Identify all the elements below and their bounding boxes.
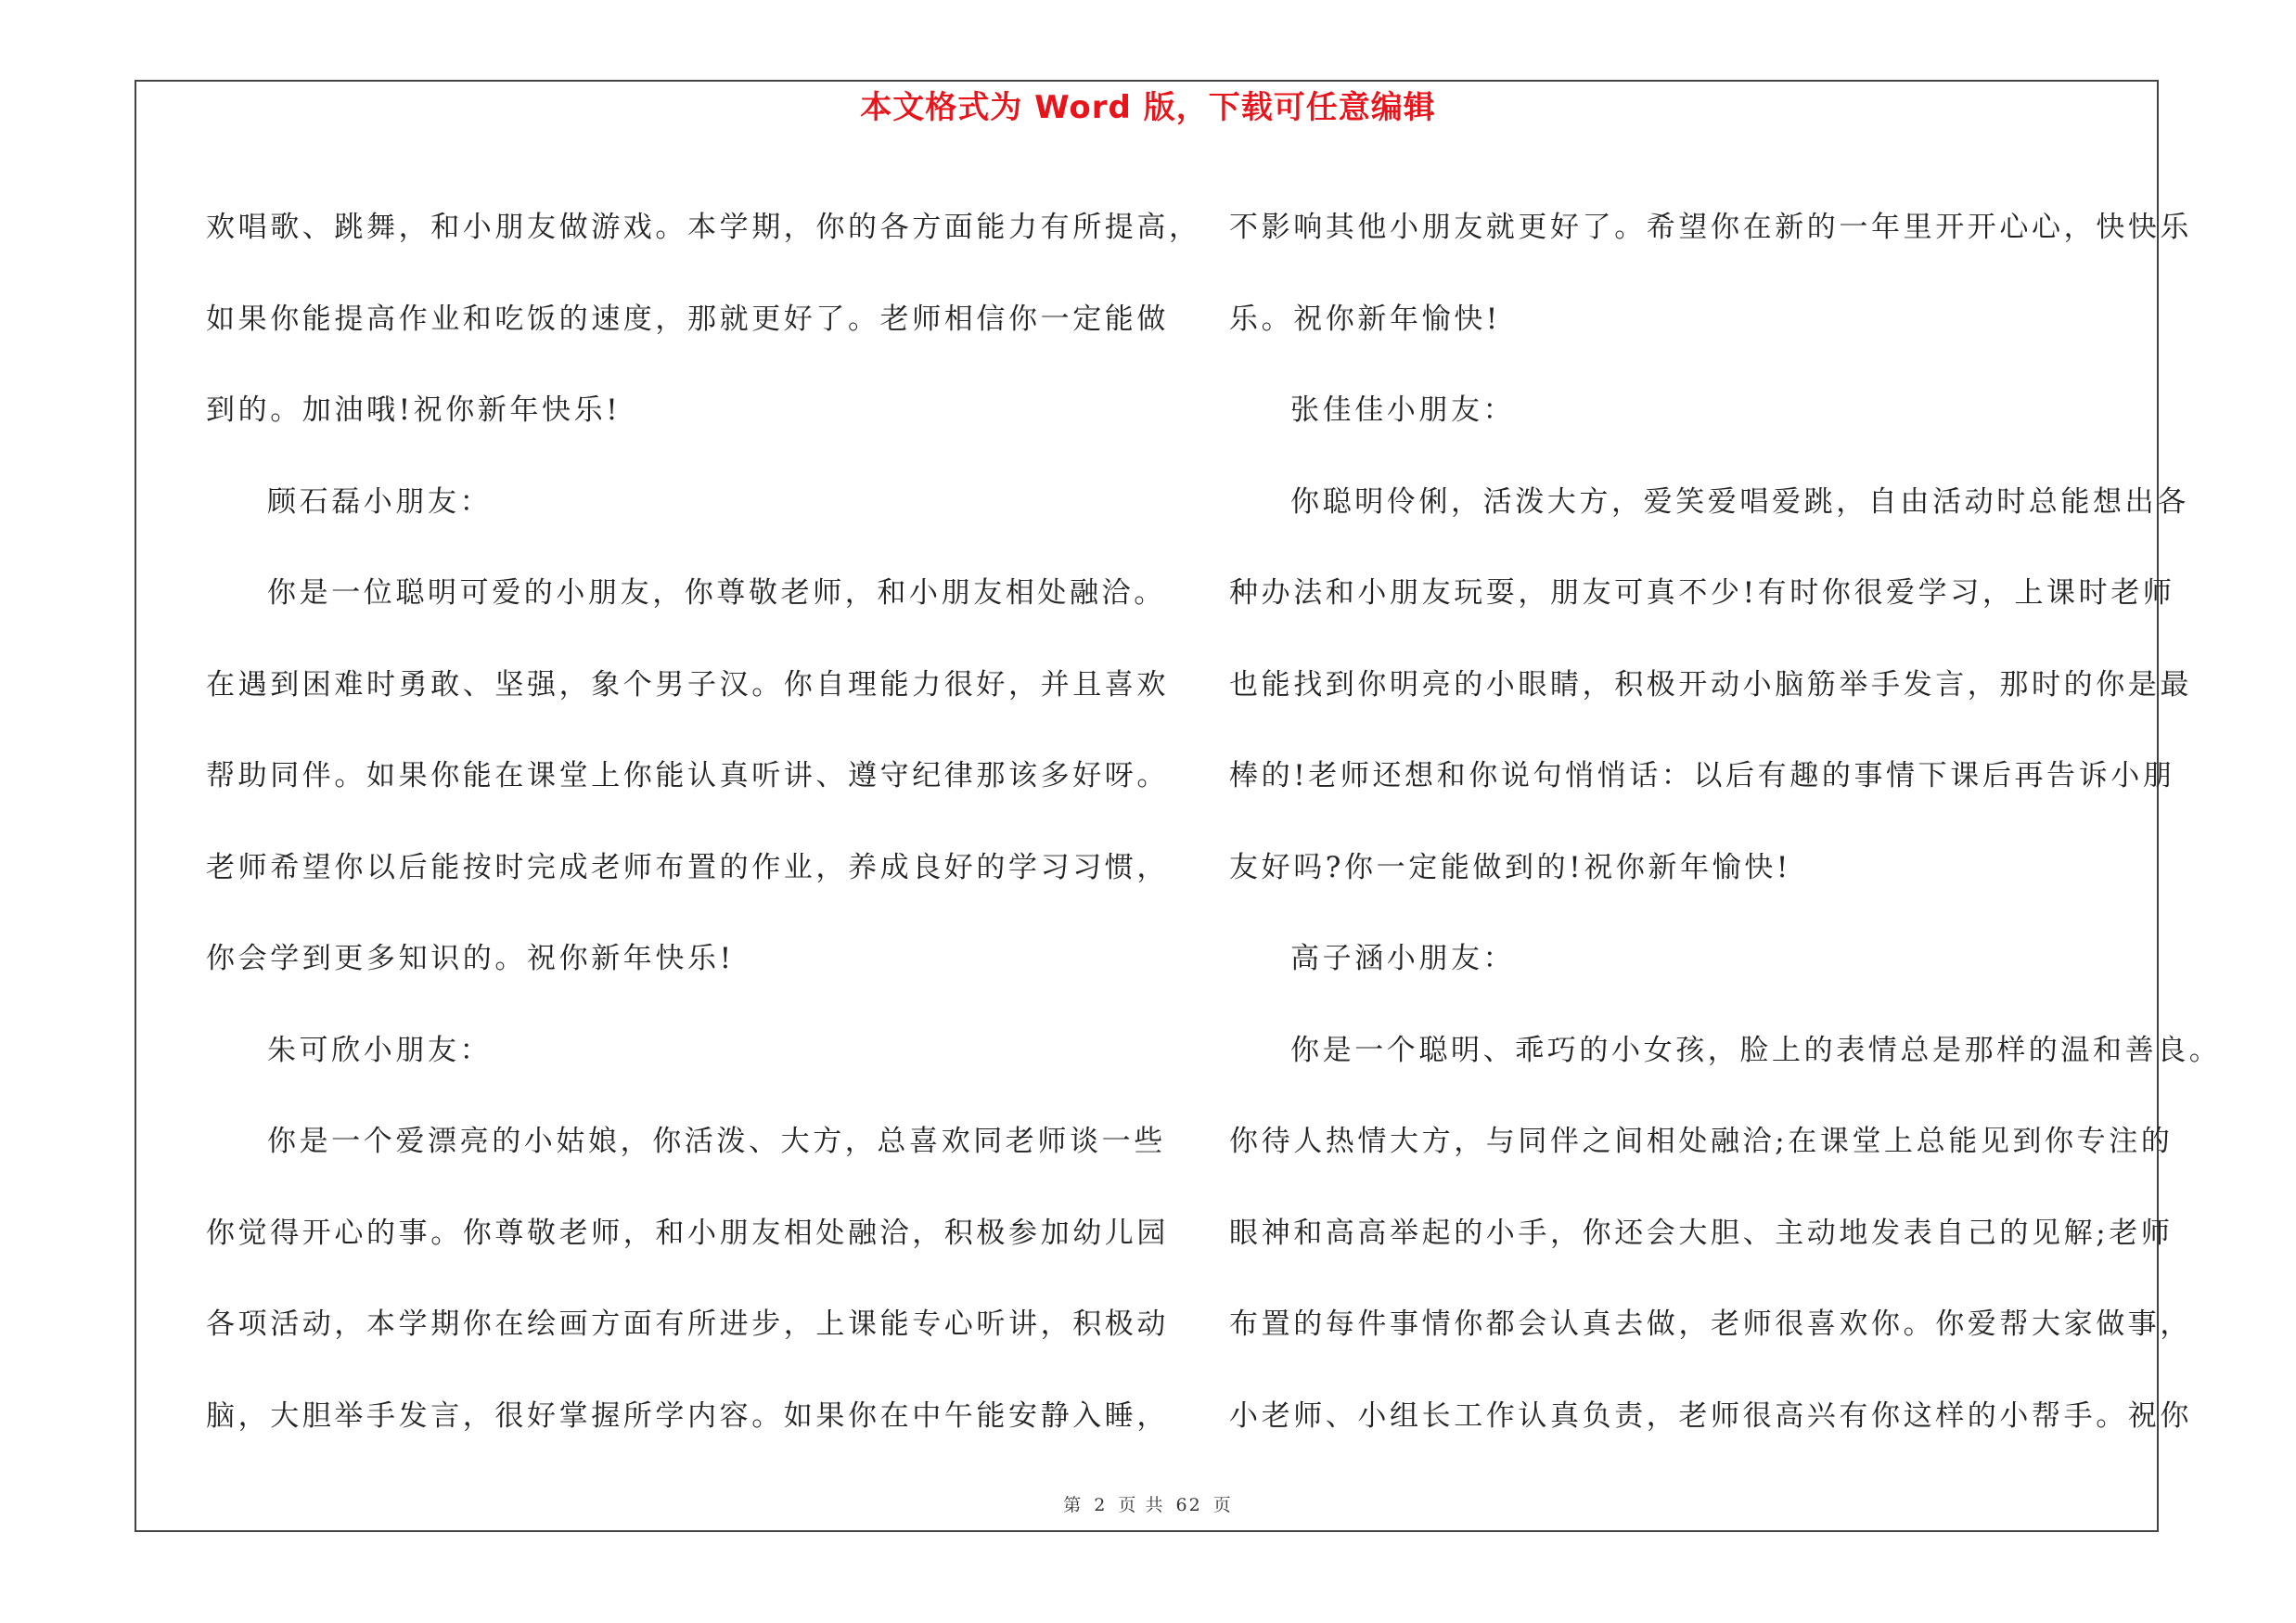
text-line: 棒的!老师还想和你说句悄悄话：以后有趣的事情下课后再告诉小朋: [1229, 759, 2175, 792]
text-line: 你是一个聪明、乖巧的小女孩，脸上的表情总是那样的温和善良。: [1290, 1033, 2222, 1067]
text-line: 不影响其他小朋友就更好了。希望你在新的一年里开开心心，快快乐: [1229, 211, 2192, 244]
text-line: 你聪明伶俐，活泼大方，爱笑爱唱爱跳，自由活动时总能想出各: [1290, 484, 2189, 519]
footer-prefix: 第: [1063, 1495, 1084, 1515]
text-line: 小老师、小组长工作认真负责，老师很高兴有你这样的小帮手。祝你: [1229, 1398, 2192, 1433]
child-name-heading: 顾石磊小朋友：: [267, 484, 493, 519]
text-line: 你是一个爱漂亮的小姑娘，你活泼、大方，总喜欢同老师谈一些: [267, 1125, 1166, 1158]
text-line: 脑，大胆举手发言，很好掌握所学内容。如果你在中午能安静入睡，: [206, 1398, 1169, 1433]
footer-middle: 页 共: [1118, 1495, 1165, 1515]
left-text-column: [206, 182, 1201, 1462]
footer-suffix: 页: [1212, 1495, 1233, 1515]
text-line: 你会学到更多知识的。祝你新年快乐!: [206, 942, 735, 975]
text-line: 老师希望你以后能按时完成老师布置的作业，养成良好的学习习惯，: [206, 850, 1169, 884]
text-line: 你待人热情大方，与同伴之间相处融洽;在课堂上总能见到你专注的: [1229, 1125, 2174, 1158]
text-line: 你觉得开心的事。你尊敬老师，和小朋友相处融洽，积极参加幼儿园: [206, 1216, 1169, 1250]
text-line: 在遇到困难时勇敢、坚强，象个男子汉。你自理能力很好，并且喜欢: [206, 667, 1169, 702]
text-line: 也能找到你明亮的小眼睛，积极开动小脑筋举手发言，那时的你是最: [1229, 667, 2192, 702]
page-number-footer: [0, 1493, 2296, 1517]
text-line: 友好吗?你一定能做到的!祝你新年愉快!: [1229, 850, 1791, 884]
text-line: 你是一位聪明可爱的小朋友，你尊敬老师，和小朋友相处融洽。: [267, 576, 1166, 610]
text-line: 种办法和小朋友玩耍，朋友可真不少!有时你很爱学习，上课时老师: [1229, 576, 2175, 610]
format-notice-banner: 本文格式为 Word 版，下载可任意编辑: [860, 89, 1436, 126]
text-line: 如果你能提高作业和吃饭的速度，那就更好了。老师相信你一定能做: [206, 302, 1169, 336]
text-line: 眼神和高高举起的小手，你还会大胆、主动地发表自己的见解;老师: [1229, 1216, 2174, 1250]
right-text-column: [1229, 182, 2222, 1462]
text-line: 乐。祝你新年愉快!: [1229, 302, 1501, 336]
child-name-heading: 高子涵小朋友：: [1290, 942, 1516, 975]
text-line: 帮助同伴。如果你能在课堂上你能认真听讲、遵守纪律那该多好呀。: [206, 759, 1169, 792]
current-page-number: 2: [1094, 1495, 1108, 1515]
total-page-count: 62: [1175, 1495, 1202, 1515]
text-line: 到的。加油哦!祝你新年快乐!: [206, 393, 622, 427]
child-name-heading: 朱可欣小朋友：: [267, 1033, 493, 1067]
text-line: 各项活动，本学期你在绘画方面有所进步，上课能专心听讲，积极动: [206, 1307, 1169, 1341]
text-line: 布置的每件事情你都会认真去做，老师很喜欢你。你爱帮大家做事，: [1229, 1307, 2192, 1341]
text-line: 欢唱歌、跳舞，和小朋友做游戏。本学期，你的各方面能力有所提高，: [206, 211, 1201, 244]
child-name-heading: 张佳佳小朋友：: [1290, 393, 1516, 427]
